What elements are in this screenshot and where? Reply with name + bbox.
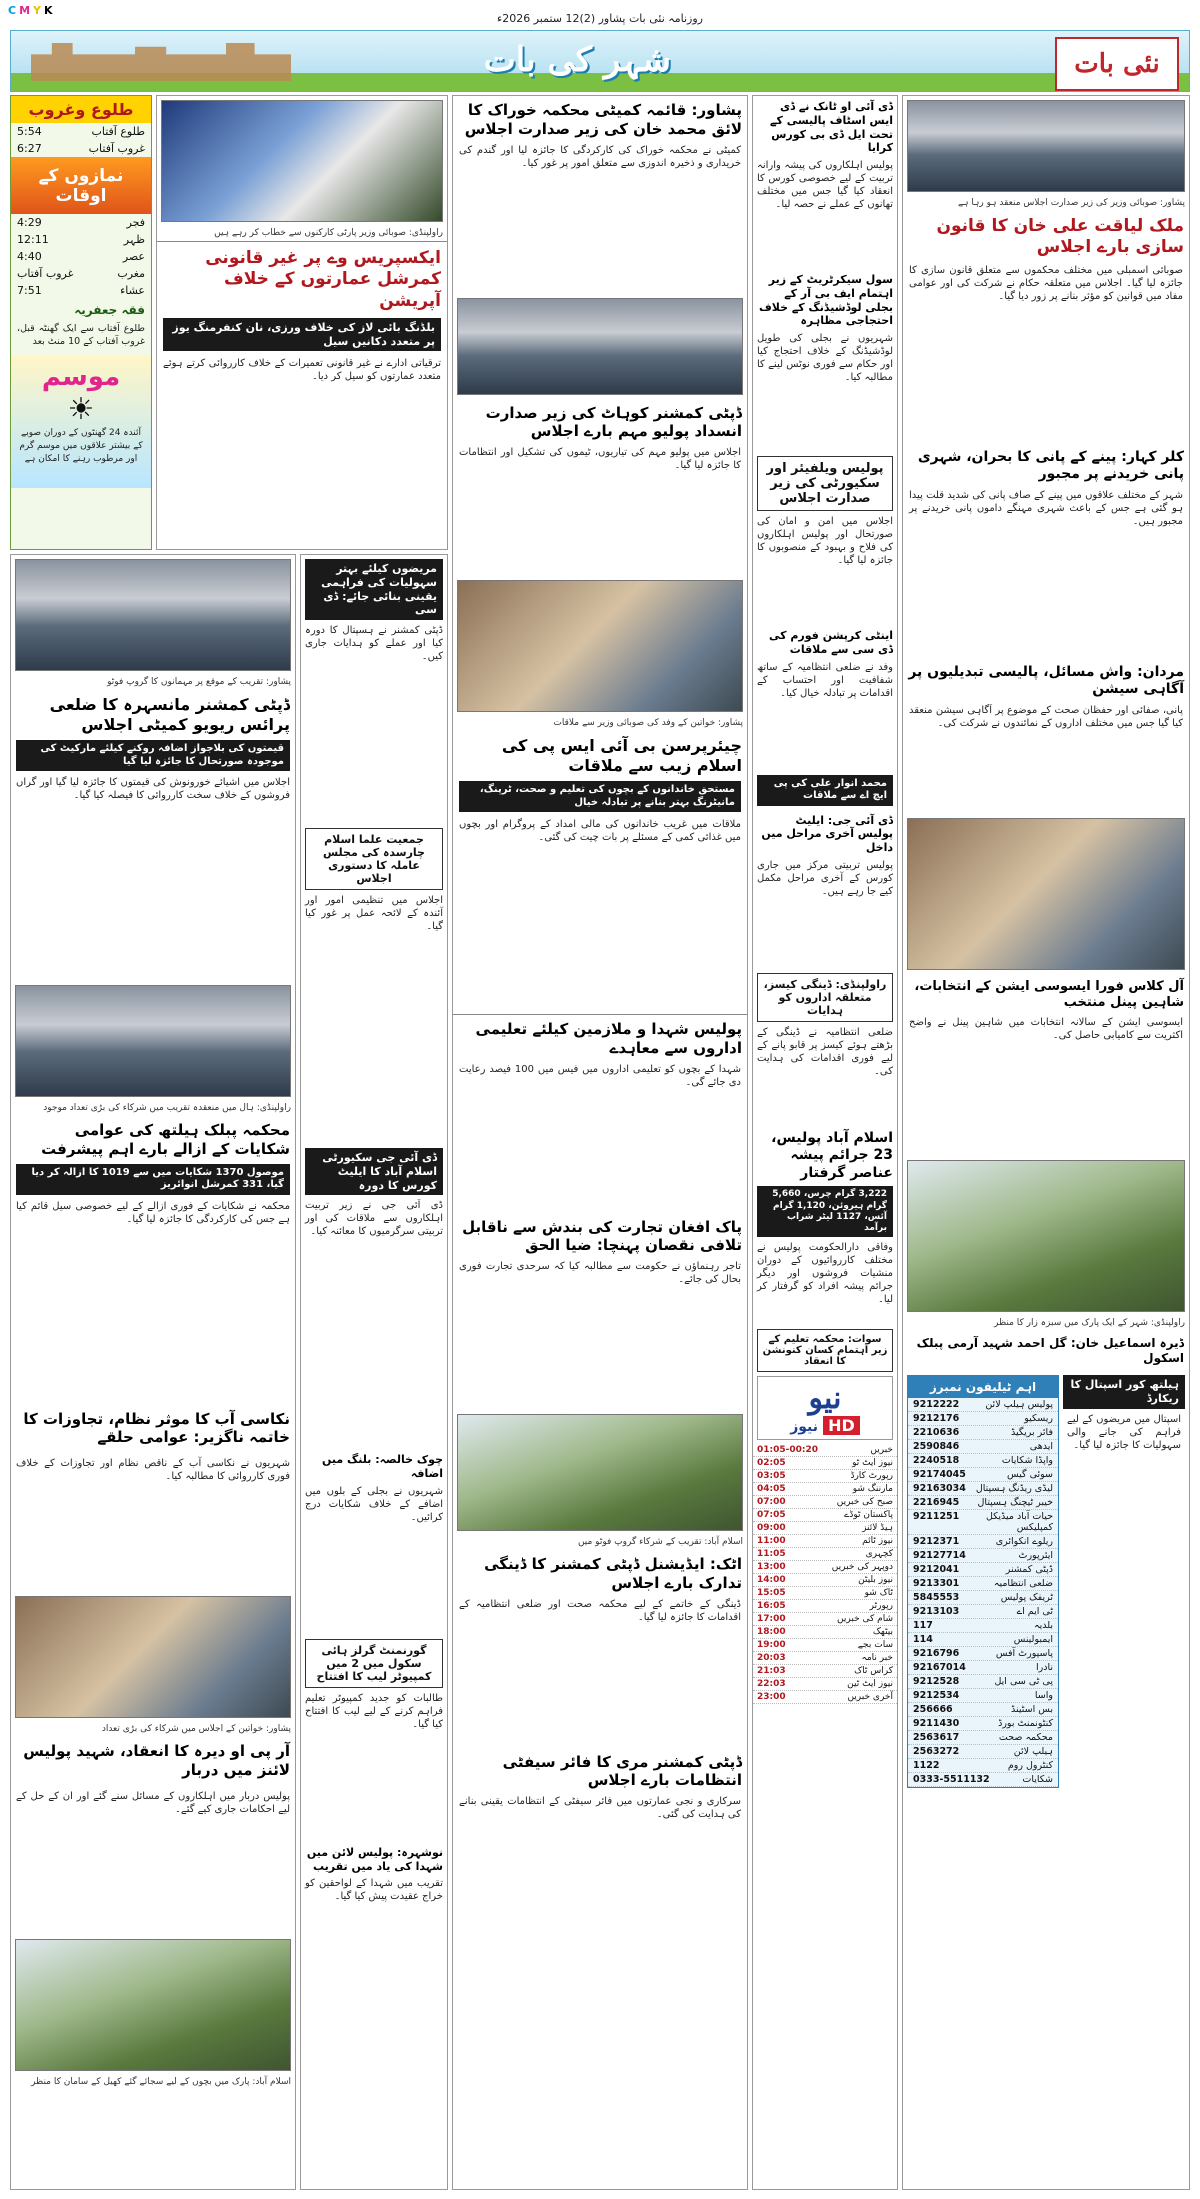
headline: پولیس شہدا و ملازمین کیلئے تعلیمی اداروں سے معاہدے bbox=[475, 1020, 742, 1057]
prayer-times-title: نمازوں کے اوقات bbox=[11, 157, 151, 214]
phone-label: نادرا bbox=[1036, 1662, 1053, 1673]
schedule-program: سات بجے bbox=[857, 1640, 893, 1651]
prayer-row bbox=[11, 265, 151, 282]
sun-times-title: طلوع وغروب bbox=[11, 96, 151, 123]
phone-number: 9213301 bbox=[913, 1578, 960, 1589]
phone-row bbox=[908, 1605, 1058, 1619]
phone-row bbox=[908, 1412, 1058, 1426]
subheadline: مستحق خاندانوں کے بچوں کی تعلیم و صحت، ٹرپنگ، مانیٹرنگ بہتر بنانے پر تبادلہ خیال bbox=[459, 781, 741, 812]
boxed-headline: جمعیت علما اسلام چارسدہ کی مجلس عاملہ کا دستوری اجلاس bbox=[305, 828, 443, 890]
phone-number: 2590846 bbox=[913, 1441, 960, 1452]
headline: اسلام آباد پولیس، 23 جرائم پیشہ عناصر گرفتار bbox=[771, 1129, 893, 1181]
channel-name: نیو bbox=[808, 1381, 842, 1417]
phone-row bbox=[908, 1496, 1058, 1510]
photo-caption: پشاور: خواتین کے اجلاس میں شرکاء کی بڑی تعداد bbox=[101, 1724, 291, 1734]
schedule-row bbox=[753, 1444, 897, 1457]
phone-row bbox=[908, 1577, 1058, 1591]
playground-photo bbox=[15, 1939, 291, 2071]
schedule-program: کچہری bbox=[865, 1549, 893, 1560]
meeting-photo bbox=[457, 298, 743, 395]
phone-label: ٹریفک پولیس bbox=[1000, 1592, 1053, 1603]
article-body: ترقیاتی ادارے نے غیر قانونی تعمیرات کے خلاف کارروائی کرتے ہوئے متعدد عمارتوں کو سیل کر دیا۔ bbox=[163, 358, 441, 383]
headline: ہیلتھ کور اسپتال کا ریکارڈ bbox=[1063, 1375, 1185, 1409]
column-left bbox=[10, 554, 296, 2190]
subheadline: قیمتوں کی بلاجواز اضافہ روکنے کیلئے مارکیٹ کی موجودہ صورتحال کا جائزہ لیا گیا bbox=[16, 740, 290, 771]
headline: ملک لیاقت علی خان کا قانون سازی بارے اجلاس bbox=[936, 216, 1184, 258]
prayer-time: غروب آفتاب bbox=[17, 267, 74, 280]
phone-list bbox=[908, 1398, 1058, 1787]
photo-caption: پشاور: خواتین کے وفد کی صوبائی وزیر سے ملاقات bbox=[553, 718, 743, 728]
phone-number: 2210636 bbox=[913, 1427, 960, 1438]
schedule-program: ٹاک شو bbox=[864, 1588, 893, 1599]
phone-label: ایمبولینس bbox=[1013, 1634, 1053, 1645]
prayer-time: 4:29 bbox=[17, 216, 42, 229]
phone-row bbox=[908, 1731, 1058, 1745]
hall-photo bbox=[15, 985, 291, 1097]
schedule-row bbox=[753, 1613, 897, 1626]
headline: ڈی آئی جی سکیورٹی اسلام آباد کا ایلیٹ کورس کا دورہ bbox=[305, 1148, 443, 1195]
headline: مریضوں کیلئے بہتر سہولیات کی فراہمی یقینی بنائی جائے: ڈی سی bbox=[305, 559, 443, 620]
phone-row bbox=[908, 1454, 1058, 1468]
boxed-headline: سوات: محکمہ تعلیم کے زیر اہتمام کسان کنونشن کا انعقاد bbox=[757, 1329, 893, 1372]
schedule-row bbox=[753, 1496, 897, 1509]
schedule-program: مارننگ شو bbox=[852, 1484, 893, 1495]
schedule-row bbox=[753, 1587, 897, 1600]
phone-number: 92174045 bbox=[913, 1469, 966, 1480]
schedule-row bbox=[753, 1639, 897, 1652]
phone-number: 9212371 bbox=[913, 1536, 960, 1547]
prayer-row bbox=[11, 282, 151, 299]
phone-label: ریسکیو bbox=[1024, 1413, 1053, 1424]
prayer-time: 4:40 bbox=[17, 250, 42, 263]
phone-row bbox=[908, 1440, 1058, 1454]
channel-sub: نیوز bbox=[790, 1419, 819, 1436]
phone-row bbox=[908, 1549, 1058, 1563]
phone-number: 2563272 bbox=[913, 1746, 960, 1757]
photo-caption: اسلام آباد: تقریب کے شرکاء گروپ فوٹو میں bbox=[577, 1537, 743, 1547]
weather-text: آئندہ 24 گھنٹوں کے دوران صوبے کے بیشتر علاقوں میں موسم گرم اور مرطوب رہنے کا امکان ہے bbox=[19, 428, 143, 464]
phone-label: شکایات bbox=[1022, 1774, 1053, 1785]
schedule-program: آخری خبریں bbox=[847, 1692, 893, 1703]
cmyk-c: C bbox=[8, 4, 18, 17]
masthead-banner bbox=[10, 30, 1190, 92]
dateline: روزنامہ نئی بات پشاور (2)12 ستمبر 2026ء bbox=[497, 12, 703, 25]
schedule-row bbox=[753, 1678, 897, 1691]
article-body: شہریوں نے بجلی کی طویل لوڈشیڈنگ کے خلاف احتجاج کیا اور حکام سے فوری نوٹس لینے کا مطالبہ کیا۔ bbox=[757, 333, 893, 383]
schedule-time: 01:05-00:20 bbox=[757, 1445, 819, 1456]
headline: مردان: واش مسائل، پالیسی تبدیلیوں پر آگاہی سیشن bbox=[908, 663, 1184, 697]
article-body: پانی، صفائی اور حفظان صحت کے موضوع پر آگاہی سیشن منعقد کیا گیا جس میں مختلف اداروں کے نمائندوں نے شرکت کی۔ bbox=[909, 704, 1183, 729]
phone-number: 9212176 bbox=[913, 1413, 960, 1424]
boxed-headline: گورنمنٹ گرلز ہائی سکول میں 2 میں کمپیوٹر لیب کا افتتاح bbox=[305, 1639, 443, 1688]
delegation-photo bbox=[457, 580, 743, 712]
schedule-row bbox=[753, 1652, 897, 1665]
article-body: تاجر رہنماؤں نے حکومت سے مطالبہ کیا کہ سرحدی تجارت فوری بحال کی جائے۔ bbox=[459, 1261, 741, 1285]
seminar-photo bbox=[907, 818, 1185, 970]
article-body: اجلاس میں اشیائے خورونوش کی قیمتوں کا جائزہ لیا گیا اور گراں فروشوں کے خلاف سخت کارروائی کا فیصلہ کیا گیا۔ bbox=[16, 777, 290, 801]
photo-caption: پشاور: تقریب کے موقع پر مہمانوں کا گروپ فوٹو bbox=[107, 677, 291, 687]
schedule-program: کراس ٹاک bbox=[854, 1666, 893, 1677]
article-body: ایسوسی ایشن کے سالانہ انتخابات میں شاہین پینل نے واضح اکثریت سے کامیابی حاصل کی۔ bbox=[909, 1017, 1183, 1041]
schedule-program: ہیڈ لائنز bbox=[862, 1523, 893, 1534]
schedule-row bbox=[753, 1561, 897, 1574]
phone-label: سوئی گیس bbox=[1007, 1469, 1053, 1480]
schedule-program: شام کی خبریں bbox=[837, 1614, 893, 1625]
prayer-times-sidebar bbox=[10, 95, 152, 550]
schedule-time: 09:00 bbox=[757, 1523, 786, 1534]
phone-label: ڈپٹی کمشنر bbox=[1005, 1564, 1053, 1575]
schedule-time: 07:05 bbox=[757, 1510, 786, 1521]
schedule-program: رپورٹ کارڈ bbox=[850, 1471, 893, 1482]
phone-row bbox=[908, 1759, 1058, 1773]
schedule-row bbox=[753, 1457, 897, 1470]
headline: آر پی او دیرہ کا انعقاد، شہید پولیس لائنز میں دربار bbox=[23, 1742, 290, 1779]
article-body: ڈینگی کے خاتمے کے لیے محکمہ صحت اور ضلعی انتظامیہ کے اقدامات کا جائزہ لیا گیا۔ bbox=[459, 1598, 741, 1623]
phone-row bbox=[908, 1703, 1058, 1717]
schedule-time: 11:00 bbox=[757, 1536, 786, 1547]
prayer-name: عشاء bbox=[120, 284, 145, 297]
prayer-name: عصر bbox=[122, 250, 145, 263]
phone-row bbox=[908, 1717, 1058, 1731]
headline: اٹک: ایڈیشنل ڈپٹی کمشنر کا ڈینگی تدارک بارے اجلاس bbox=[484, 1555, 742, 1592]
park-photo bbox=[907, 1160, 1185, 1312]
cmyk-y: Y bbox=[33, 4, 42, 17]
schedule-row bbox=[753, 1600, 897, 1613]
hd-badge: HD bbox=[823, 1416, 860, 1435]
article-body: اجلاس میں امن و امان کی صورتحال اور پولیس اہلکاروں کی فلاح و بہبود کے منصوبوں کا جائزہ لیا گیا۔ bbox=[757, 516, 893, 566]
schedule-row bbox=[753, 1509, 897, 1522]
article-body: پولیس دربار میں اہلکاروں کے مسائل سنے گئے اور ان کے حل کے لیے احکامات جاری کیے گئے۔ bbox=[16, 1790, 290, 1815]
photo-caption: راولپنڈی: ہال میں منعقدہ تقریب میں شرکاء کی بڑی تعداد موجود bbox=[43, 1103, 291, 1113]
schedule-program: خبریں bbox=[870, 1445, 893, 1456]
phone-number: 1122 bbox=[913, 1760, 940, 1771]
phone-number: 9212528 bbox=[913, 1676, 960, 1687]
schedule-row bbox=[753, 1470, 897, 1483]
headline: سول سیکرٹریٹ کے زیر اہتمام ایف بی آر کے بجلی لوڈشیڈنگ کے خلاف احتجاجی مظاہرہ bbox=[758, 273, 893, 328]
article-body: ملاقات میں غریب خاندانوں کی مالی امداد کے پروگرام اور بچوں میں غذائی کمی کے مسئلے پر بات چیت کی گئی۔ bbox=[459, 819, 741, 843]
phone-row bbox=[908, 1745, 1058, 1759]
headline: ڈیرہ اسماعیل خان: گل احمد شہید آرمی پبلک اسکول bbox=[916, 1336, 1184, 1365]
phone-label: واسا bbox=[1034, 1690, 1053, 1701]
phone-label: واپڈا شکایات bbox=[1001, 1455, 1053, 1466]
schedule-time: 16:05 bbox=[757, 1601, 786, 1612]
schedule-time: 20:03 bbox=[757, 1653, 786, 1664]
schedule-time: 14:00 bbox=[757, 1575, 786, 1586]
boxed-headline: راولپنڈی: ڈینگی کیسز، متعلقہ اداروں کو ہدایات bbox=[757, 973, 893, 1022]
article-body: اسپتال میں مریضوں کے لیے فراہم کی جانے والی سہولیات کا جائزہ لیا گیا۔ bbox=[1067, 1413, 1181, 1451]
phone-label: پولیس ہیلپ لائن bbox=[985, 1399, 1053, 1410]
subheadline: بلڈنگ بائی لاز کی خلاف ورزی، نان کنفرمنگ یوز پر متعدد دکانیں سیل bbox=[163, 318, 441, 352]
article-body: تقریب میں شہدا کے لواحقین کو خراج عقیدت پیش کیا گیا۔ bbox=[305, 1878, 443, 1903]
fort-illustration bbox=[31, 43, 291, 81]
phone-number: 9212534 bbox=[913, 1690, 960, 1701]
phone-row bbox=[908, 1661, 1058, 1675]
phone-label: ضلعی انتظامیہ bbox=[993, 1578, 1053, 1589]
column-right bbox=[902, 95, 1190, 2190]
article-body: طالبات کو جدید کمپیوٹر تعلیم فراہم کرنے کے لیے لیب کا افتتاح کیا گیا۔ bbox=[305, 1692, 443, 1730]
article-body: اجلاس میں تنظیمی امور اور آئندہ کے لائحہ عمل پر غور کیا گیا۔ bbox=[305, 895, 443, 932]
phone-row bbox=[908, 1689, 1058, 1703]
prayer-time: 12:11 bbox=[17, 233, 49, 246]
phone-row bbox=[908, 1398, 1058, 1412]
schedule-row bbox=[753, 1574, 897, 1587]
article-body: ڈی آئی جی نے زیر تربیت اہلکاروں سے ملاقات کی اور تربیتی سرگرمیوں کا معائنہ کیا۔ bbox=[305, 1200, 443, 1238]
subheadline: موصول 1370 شکایات میں سے 1019 کا ازالہ کر دیا گیا، 331 کمرشل انوائریز bbox=[16, 1164, 290, 1195]
column-mid-right bbox=[752, 95, 898, 2190]
schedule-row bbox=[753, 1535, 897, 1548]
headline: آل کلاس فورا ایسوسی ایشن کے انتخابات، شاہین پینل منتخب bbox=[914, 978, 1184, 1010]
schedule-program: پاکستان ٹوڈے bbox=[844, 1510, 893, 1521]
headline: اینٹی کرپشن فورم کی ڈی سی سے ملاقات bbox=[769, 629, 893, 656]
headline: ڈپٹی کمشنر کوہاٹ کی زیر صدارت انسداد پولیو مہم بارے اجلاس bbox=[485, 403, 742, 441]
story-photo bbox=[161, 100, 443, 222]
sunset-row bbox=[11, 140, 151, 157]
phone-number: 117 bbox=[913, 1620, 933, 1631]
photo-caption: پشاور: صوبائی وزیر کی زیر صدارت اجلاس منعقد ہو رہا ہے bbox=[957, 198, 1185, 208]
event-photo bbox=[15, 559, 291, 671]
phone-number: 9212041 bbox=[913, 1564, 960, 1575]
article-body: شہر کے مختلف علاقوں میں پینے کے صاف پانی کی شدید قلت پیدا ہو گئی ہے جس کے باعث شہری مہنگے داموں پانی خریدنے پر مجبور ہیں۔ bbox=[909, 489, 1183, 527]
prayer-name: فجر bbox=[126, 216, 145, 229]
schedule-time: 18:00 bbox=[757, 1627, 786, 1638]
sunrise-row bbox=[11, 123, 151, 140]
logo-text: نئی بات bbox=[1074, 49, 1160, 79]
topleft-story bbox=[156, 95, 448, 550]
schedule-program: بیٹھک bbox=[872, 1627, 893, 1638]
column-mid-left bbox=[300, 554, 448, 2190]
schedule-row bbox=[753, 1483, 897, 1496]
phone-row bbox=[908, 1675, 1058, 1689]
phone-label: ریلوے انکوائری bbox=[995, 1536, 1053, 1547]
headline: نوشہرہ: پولیس لائن میں شہدا کی یاد میں تقریب bbox=[306, 1845, 443, 1873]
phone-row bbox=[908, 1426, 1058, 1440]
schedule-row bbox=[753, 1665, 897, 1678]
phone-number: 9216796 bbox=[913, 1648, 960, 1659]
phone-row bbox=[908, 1468, 1058, 1482]
schedule-program: نیوز ٹائم bbox=[862, 1536, 893, 1547]
phone-label: پی ٹی سی ایل bbox=[994, 1676, 1053, 1687]
phone-number: 114 bbox=[913, 1634, 933, 1645]
prayer-row bbox=[11, 231, 151, 248]
prayer-name: مغرب bbox=[117, 267, 145, 280]
headline: چوک خالصہ: بلنگ میں اضافہ bbox=[321, 1453, 443, 1480]
article-body: وفد نے ضلعی انتظامیہ کے ساتھ شفافیت اور احتساب کے اقدامات پر تبادلہ خیال کیا۔ bbox=[757, 661, 893, 699]
phone-row bbox=[908, 1591, 1058, 1605]
phone-number: 2216945 bbox=[913, 1497, 960, 1508]
cmyk-m: M bbox=[19, 4, 32, 17]
phone-row bbox=[908, 1482, 1058, 1496]
prayer-time: 7:51 bbox=[17, 284, 42, 297]
headline: کلر کہار: پینے کے پانی کا بحران، شہری پانی خریدنے پر مجبور bbox=[917, 448, 1184, 482]
phone-number: 92163034 bbox=[913, 1483, 966, 1494]
phone-label: ایدھی bbox=[1029, 1441, 1053, 1452]
phone-row bbox=[908, 1773, 1058, 1787]
headline: ڈپٹی کمشنر مانسہرہ کا ضلعی پرائس ریویو کمیٹی اجلاس bbox=[49, 695, 290, 734]
section-title: شہر کی بات bbox=[483, 40, 671, 80]
schedule-time: 17:00 bbox=[757, 1614, 786, 1625]
sunrise-time: 5:54 bbox=[17, 125, 42, 138]
weather-title: موسم bbox=[41, 362, 121, 392]
headline: محکمہ پبلک ہیلتھ کی عوامی شکایات کے ازالے بارے اہم پیشرفت bbox=[41, 1121, 290, 1158]
phone-number: 92127714 bbox=[913, 1550, 966, 1561]
phone-row bbox=[908, 1535, 1058, 1549]
phone-label: بلدیہ bbox=[1034, 1620, 1053, 1631]
phone-row bbox=[908, 1647, 1058, 1661]
phone-label: ہیلپ لائن bbox=[1013, 1746, 1053, 1757]
phone-row bbox=[908, 1563, 1058, 1577]
tv-channel-logo bbox=[757, 1376, 893, 1440]
phone-label: کنٹرول روم bbox=[1007, 1760, 1053, 1771]
schedule-time: 19:00 bbox=[757, 1640, 786, 1651]
schedule-row bbox=[753, 1691, 897, 1704]
article-body: پولیس اہلکاروں کی پیشہ وارانہ تربیت کے لیے خصوصی کورس کا انعقاد کیا گیا جس میں مختلف تھانوں کے عملے نے حصہ لیا۔ bbox=[757, 160, 893, 210]
phone-number: 9211430 bbox=[913, 1718, 960, 1729]
schedule-program: نیوز ایٹ ٹین bbox=[847, 1679, 893, 1690]
schedule-row bbox=[753, 1548, 897, 1561]
phone-label: خیبر ٹیچنگ ہسپتال bbox=[977, 1497, 1053, 1508]
prayer-row bbox=[11, 214, 151, 231]
phone-number: 2240518 bbox=[913, 1455, 960, 1466]
article-body: شہریوں نے بجلی کے بلوں میں اضافے کے خلاف شکایات درج کرائیں۔ bbox=[305, 1485, 443, 1523]
phone-number: 9212222 bbox=[913, 1399, 960, 1410]
phone-number: 92167014 bbox=[913, 1662, 966, 1673]
phone-row bbox=[908, 1619, 1058, 1633]
phone-row bbox=[908, 1510, 1058, 1535]
schedule-time: 13:00 bbox=[757, 1562, 786, 1573]
phone-label: پاسپورٹ آفس bbox=[995, 1648, 1053, 1659]
phone-row bbox=[908, 1633, 1058, 1647]
phone-label: حیات آباد میڈیکل کمپلیکس bbox=[985, 1511, 1053, 1533]
phone-number: 9213103 bbox=[913, 1606, 960, 1617]
fiqh-title: فقہ جعفریہ bbox=[74, 303, 145, 317]
article-body: شہریوں نے نکاسی آب کے ناقص نظام اور تجاوزات کے خلاف فوری کارروائی کا مطالبہ کیا۔ bbox=[16, 1458, 290, 1482]
women-meeting-photo bbox=[15, 1596, 291, 1718]
sun-icon: ☀ bbox=[67, 392, 95, 427]
article-body: وفاقی دارالحکومت پولیس نے مختلف کارروائیوں کے دوران منشیات فروشوں اور دیگر جرائم پیشہ افراد کو گرفتار کر لیا۔ bbox=[757, 1242, 893, 1306]
phone-number: 5845553 bbox=[913, 1592, 960, 1603]
bottom-right-row bbox=[903, 1371, 1189, 1792]
phone-label: محکمہ صحت bbox=[998, 1732, 1053, 1743]
schedule-time: 11:05 bbox=[757, 1549, 786, 1560]
phone-number: 9211251 bbox=[913, 1511, 960, 1522]
headline: چیئرپرسن بی آئی ایس پی کی اسلام زیب سے ملاقات bbox=[501, 736, 742, 775]
photo-caption: راولپنڈی: صوبائی وزیر پارٹی کارکنوں سے خطاب کر رہے ہیں bbox=[214, 228, 443, 238]
health-story bbox=[1063, 1375, 1185, 1788]
sunset-time: 6:27 bbox=[17, 142, 42, 155]
cmyk-k: K bbox=[44, 4, 54, 17]
phone-number: 2563617 bbox=[913, 1732, 960, 1743]
schedule-time: 22:03 bbox=[757, 1679, 786, 1690]
schedule-program: نیوز ایٹ ٹو bbox=[852, 1458, 893, 1469]
phone-directory bbox=[907, 1375, 1059, 1788]
phone-label: ٹی ایم اے bbox=[1016, 1606, 1053, 1617]
phone-number: 256666 bbox=[913, 1704, 953, 1715]
phone-number: 0333-5511132 bbox=[913, 1774, 990, 1785]
phone-label: لیڈی ریڈنگ ہسپتال bbox=[975, 1483, 1053, 1494]
photo-caption: اسلام آباد: پارک میں بچوں کے لیے سجائے گئے کھیل کے سامان کا منظر bbox=[31, 2076, 291, 2087]
headline: نکاسی آب کا موثر نظام، تجاوزات کا خاتمہ ناگزیر: عوامی حلقے bbox=[23, 1409, 290, 1447]
schedule-time: 23:00 bbox=[757, 1692, 786, 1703]
headline: ڈپٹی کمشنر مری کا فائر سیفٹی انتظامات بارے اجلاس bbox=[502, 1752, 742, 1790]
subheadline: 3,222 گرام چرس، 5,660 گرام ہیروئن، 1,120 گرام آئس، 1127 لیٹر شراب برآمد bbox=[757, 1186, 893, 1237]
article-body: صوبائی اسمبلی میں مختلف محکموں سے متعلق قانون سازی کا جائزہ لیا گیا۔ اجلاس میں متعلقہ حکام نے شرکت کی اور عوامی مفاد میں قوانین کو مؤثر بنانے پر زور دیا گیا۔ bbox=[909, 264, 1183, 302]
schedule-time: 21:03 bbox=[757, 1666, 786, 1677]
headline: ڈی آئی جی: ایلیٹ پولیس آخری مراحل میں داخل bbox=[761, 813, 893, 854]
headline: محمد انوار علی کی پی ایچ اے سے ملاقات bbox=[757, 775, 893, 806]
prayer-name: ظہر bbox=[123, 233, 145, 246]
schedule-program: خبر نامہ bbox=[861, 1653, 893, 1664]
schedule-program: دوپہر کی خبریں bbox=[831, 1562, 893, 1573]
schedule-time: 07:00 bbox=[757, 1497, 786, 1508]
headline: ڈی آئی او ٹانک نے ڈی ایس اسٹاف پالیسی کے تحت ایل ڈی بی کورس کرایا bbox=[770, 100, 893, 155]
boxed-headline: پولیس ویلفیئر اور سکیورٹی کی زیر صدارت اجلاس bbox=[757, 456, 893, 511]
prayer-row bbox=[11, 248, 151, 265]
schedule-time: 02:05 bbox=[757, 1458, 786, 1469]
phone-label: کنٹونمنٹ بورڈ bbox=[998, 1718, 1053, 1729]
group-photo bbox=[457, 1414, 743, 1531]
article-body: پولیس تربیتی مرکز میں جاری کورس کے آخری مراحل مکمل کیے جا رہے ہیں۔ bbox=[757, 859, 893, 897]
article-body: محکمہ نے شکایات کے فوری ازالے کے لیے خصوصی سیل قائم کیا ہے جس کی کارکردگی کا جائزہ لیا گیا۔ bbox=[16, 1200, 290, 1225]
article-body: سرکاری و نجی عمارتوں میں فائر سیفٹی کے انتظامات یقینی بنانے کی ہدایت کی گئی۔ bbox=[459, 1796, 741, 1820]
weather-box bbox=[11, 356, 151, 488]
schedule-time: 15:05 bbox=[757, 1588, 786, 1599]
headline: ایکسپریس وے پر غیر قانونی کمرشل عمارتوں کے خلاف آپریشن bbox=[205, 248, 441, 311]
article-body: ڈپٹی کمشنر نے ہسپتال کا دورہ کیا اور عملے کو ہدایات جاری کیں۔ bbox=[305, 625, 443, 662]
article-body: ضلعی انتظامیہ نے ڈینگی کے بڑھتے ہوئے کیسز پر قابو پانے کے لیے فوری اقدامات کی ہدایت کی۔ bbox=[757, 1026, 893, 1077]
article-body: کمیٹی نے محکمہ خوراک کی کارکردگی کا جائزہ لیا اور گندم کی خریداری و ذخیرہ اندوزی سے متعلق امور پر غور کیا۔ bbox=[459, 144, 741, 169]
photo-caption: راولپنڈی: شہر کے ایک پارک میں سبزہ زار کا منظر bbox=[994, 1318, 1185, 1328]
column-mid bbox=[452, 95, 748, 2190]
phone-directory-title: اہم ٹیلیفون نمبرز bbox=[908, 1376, 1058, 1398]
schedule-time: 04:05 bbox=[757, 1484, 786, 1495]
headline: پشاور: قائمہ کمیٹی محکمہ خوراک کا لائق محمد خان کی زیر صدارت اجلاس bbox=[464, 101, 742, 138]
newspaper-logo bbox=[1055, 37, 1179, 91]
schedule-row bbox=[753, 1522, 897, 1535]
schedule-row bbox=[753, 1626, 897, 1639]
meeting-photo bbox=[907, 100, 1185, 192]
schedule-program: صبح کی خبریں bbox=[836, 1497, 893, 1508]
schedule-program: نیوز بلیٹن bbox=[858, 1575, 893, 1586]
phone-label: بس اسٹینڈ bbox=[1011, 1704, 1053, 1715]
schedule-program: رپورٹر bbox=[869, 1601, 893, 1612]
sunrise-label: طلوع آفتاب bbox=[91, 125, 145, 138]
headline: پاک افغان تجارت کی بندش سے ناقابل تلافی نقصان پہنچا: ضیا الحق bbox=[462, 1217, 742, 1255]
article-body: اجلاس میں پولیو مہم کی تیاریوں، ٹیموں کی تشکیل اور انتظامات کا جائزہ لیا گیا۔ bbox=[459, 447, 741, 471]
phone-label: فائر بریگیڈ bbox=[1011, 1427, 1053, 1438]
fiqh-text: طلوع آفتاب سے ایک گھنٹہ قبل، غروب آفتاب کے 10 منٹ بعد bbox=[17, 323, 145, 347]
phone-label: ایئرپورٹ bbox=[1018, 1550, 1053, 1561]
tv-schedule bbox=[753, 1444, 897, 1704]
schedule-time: 03:05 bbox=[757, 1471, 786, 1482]
sunset-label: غروب آفتاب bbox=[88, 142, 145, 155]
article-body: شہدا کے بچوں کو تعلیمی اداروں میں فیس میں 100 فیصد رعایت دی جائے گی۔ bbox=[459, 1063, 741, 1088]
